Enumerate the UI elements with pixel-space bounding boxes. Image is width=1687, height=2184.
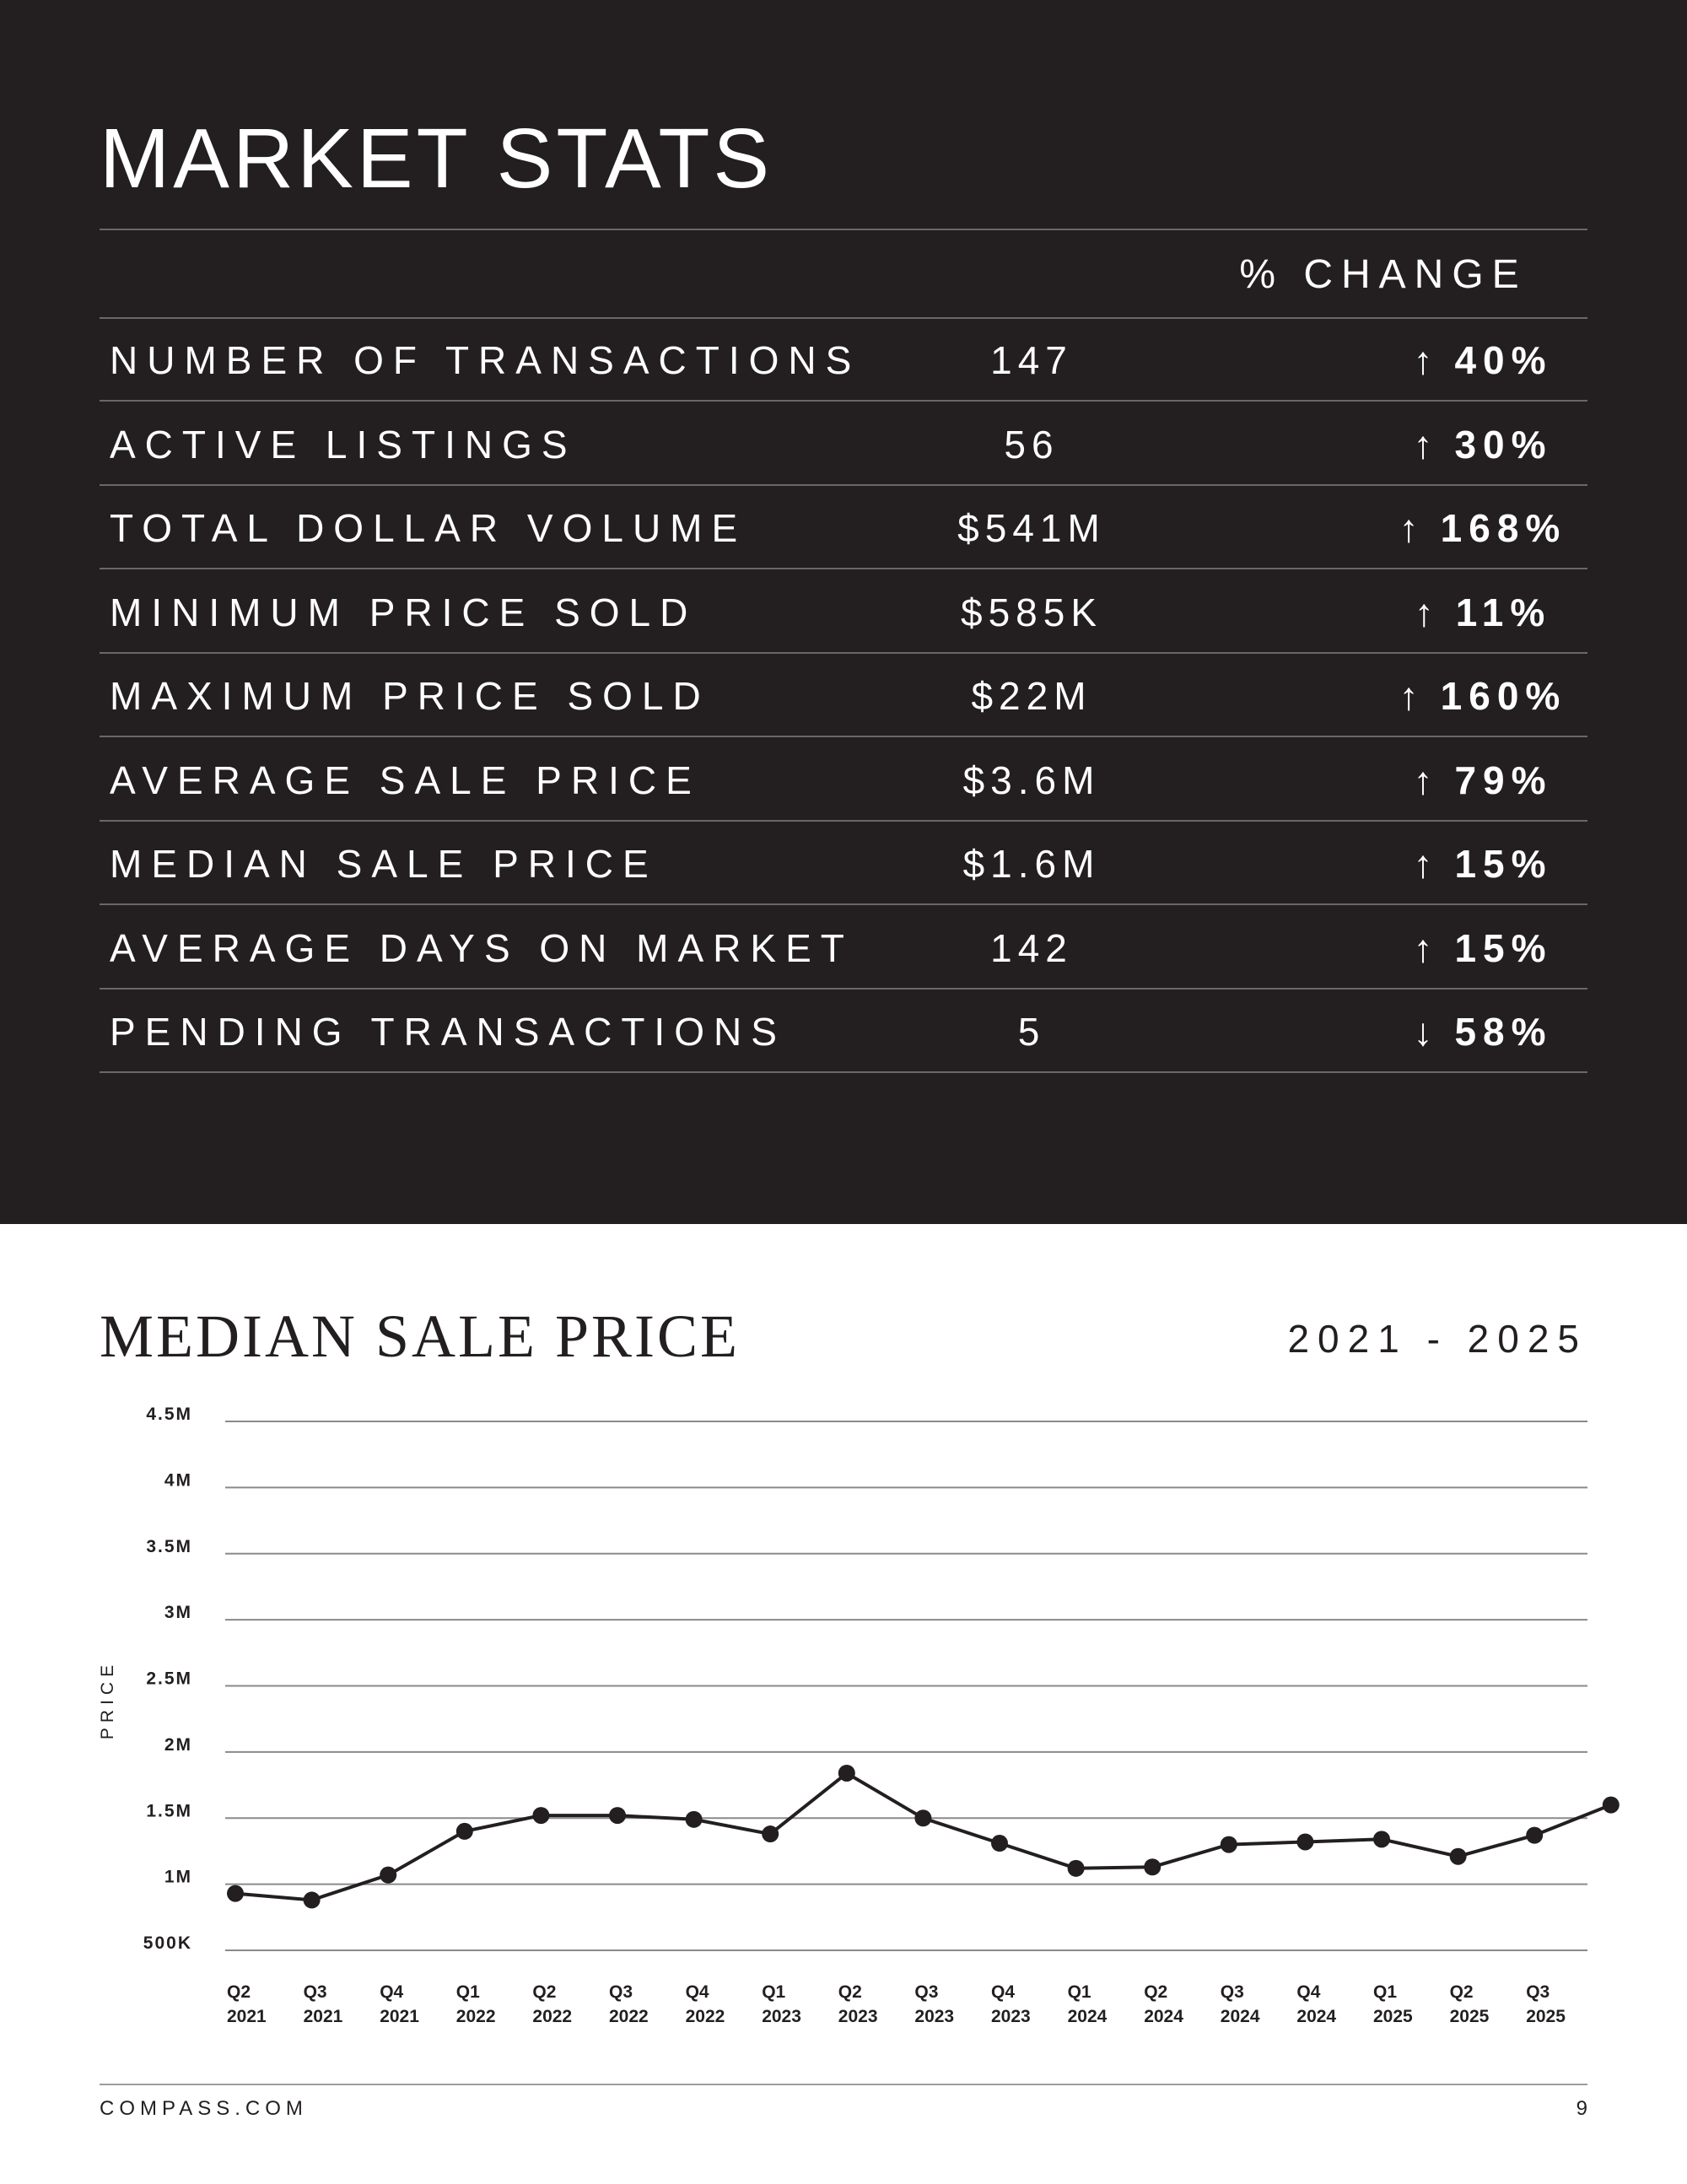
data-point [1373, 1831, 1390, 1847]
data-point [609, 1807, 626, 1824]
arrow-up-icon: ↑ [1413, 925, 1440, 970]
data-point [1068, 1860, 1085, 1877]
x-tick-quarter: Q2 [227, 1982, 251, 2002]
x-tick-year: 2022 [609, 2007, 649, 2026]
y-tick-label: 4M [164, 1470, 192, 1491]
data-point [1144, 1858, 1161, 1875]
x-tick-quarter: Q1 [1067, 1982, 1091, 2002]
change-percent: 40% [1454, 338, 1553, 382]
stat-change [1280, 319, 1685, 402]
stat-value: $1.6M [962, 842, 1101, 886]
x-tick-quarter: Q3 [914, 1982, 939, 2002]
stat-value: 56 [1004, 422, 1059, 466]
stat-row [100, 571, 1587, 654]
change-percent: 30% [1454, 422, 1553, 466]
percent-change-header: % CHANGE [1239, 252, 1528, 297]
data-point [1603, 1797, 1620, 1814]
x-tick-quarter: Q3 [303, 1982, 327, 2002]
x-tick-year: 2023 [838, 2007, 878, 2026]
data-point [914, 1809, 931, 1826]
data-point [991, 1835, 1008, 1852]
x-tick-quarter: Q4 [1296, 1982, 1321, 2002]
x-tick-quarter: Q2 [838, 1982, 862, 2002]
stat-row [100, 403, 1587, 486]
data-point [532, 1807, 549, 1824]
stat-row [100, 907, 1587, 990]
data-point [1296, 1833, 1313, 1850]
x-tick-year: 2025 [1526, 2007, 1566, 2026]
arrow-up-icon: ↑ [1399, 674, 1426, 718]
stat-label: MEDIAN SALE PRICE [110, 842, 658, 886]
y-tick-label: 3.5M [146, 1536, 192, 1556]
stat-change [1280, 907, 1685, 990]
x-tick-quarter: Q2 [1144, 1982, 1168, 2002]
arrow-down-icon: ↓ [1413, 1010, 1440, 1054]
x-tick-year: 2021 [227, 2007, 267, 2026]
data-point [380, 1867, 396, 1884]
stat-value: $585K [960, 590, 1102, 634]
stat-label: AVERAGE SALE PRICE [110, 758, 701, 802]
stat-label: PENDING TRANSACTIONS [110, 1010, 786, 1054]
change-percent: 160% [1440, 674, 1567, 718]
data-point [762, 1825, 779, 1842]
row-divider [100, 736, 1587, 737]
chart-title: MEDIAN SALE PRICE [100, 1302, 741, 1370]
stat-label: NUMBER OF TRANSACTIONS [110, 338, 861, 382]
x-tick-year: 2024 [1067, 2007, 1108, 2026]
stat-label: TOTAL DOLLAR VOLUME [110, 506, 747, 550]
stat-value: $3.6M [962, 758, 1101, 802]
stat-change [1280, 990, 1685, 1073]
change-percent: 79% [1454, 758, 1553, 802]
x-tick-quarter: Q4 [991, 1982, 1016, 2002]
stat-label: MINIMUM PRICE SOLD [110, 590, 698, 634]
row-divider [100, 400, 1587, 402]
page-number: 9 [1576, 2097, 1587, 2120]
x-tick-quarter: Q3 [609, 1982, 633, 2002]
x-tick-quarter: Q4 [685, 1982, 709, 2002]
data-point [227, 1885, 244, 1902]
x-tick-quarter: Q1 [455, 1982, 480, 2002]
x-tick-year: 2022 [685, 2007, 725, 2026]
market-stats-title: MARKET STATS [100, 111, 773, 206]
data-point [686, 1811, 703, 1828]
stat-value: 142 [990, 925, 1073, 970]
x-tick-quarter: Q2 [1449, 1982, 1474, 2002]
data-point [1526, 1827, 1543, 1844]
median-sale-price-chart [0, 1383, 1687, 2041]
change-percent: 15% [1454, 842, 1553, 886]
data-point [1450, 1848, 1467, 1865]
arrow-up-icon: ↑ [1399, 506, 1426, 550]
row-divider [100, 903, 1587, 905]
stat-change [1280, 487, 1685, 569]
stat-value: 5 [1017, 1010, 1046, 1054]
x-tick-year: 2022 [455, 2007, 496, 2026]
arrow-up-icon: ↑ [1413, 338, 1440, 382]
stat-change [1280, 822, 1685, 905]
x-tick-year: 2025 [1373, 2007, 1413, 2026]
stat-value: $541M [957, 506, 1106, 550]
row-divider [100, 484, 1587, 486]
title-divider [100, 229, 1587, 230]
row-divider [100, 568, 1587, 569]
change-percent: 15% [1454, 925, 1553, 970]
x-tick-quarter: Q1 [1373, 1982, 1398, 2002]
arrow-up-icon: ↑ [1413, 422, 1440, 466]
data-point [1221, 1836, 1237, 1853]
x-tick-quarter: Q2 [532, 1982, 557, 2002]
row-divider [100, 820, 1587, 822]
stat-label: ACTIVE LISTINGS [110, 422, 577, 466]
x-tick-quarter: Q1 [762, 1982, 786, 2002]
footer-divider [100, 2084, 1587, 2085]
y-tick-label: 500K [143, 1933, 192, 1953]
y-tick-label: 4.5M [146, 1405, 192, 1424]
stat-label: MAXIMUM PRICE SOLD [110, 674, 710, 718]
stat-change [1280, 739, 1685, 822]
x-tick-year: 2024 [1296, 2007, 1337, 2026]
y-tick-label: 1.5M [146, 1801, 192, 1821]
data-point [838, 1765, 855, 1782]
stat-row [100, 990, 1587, 1073]
stat-row [100, 319, 1587, 402]
change-percent: 168% [1440, 506, 1567, 550]
y-tick-label: 1M [164, 1867, 192, 1887]
footer-site[interactable]: COMPASS.COM [100, 2097, 308, 2120]
x-tick-year: 2025 [1449, 2007, 1490, 2026]
stat-row [100, 822, 1587, 905]
x-tick-year: 2023 [991, 2007, 1031, 2026]
price-line [235, 1773, 1611, 1900]
stat-value: $22M [971, 674, 1092, 718]
row-divider [100, 988, 1587, 990]
arrow-up-icon: ↑ [1414, 590, 1441, 634]
stat-row [100, 739, 1587, 822]
x-tick-year: 2021 [380, 2007, 419, 2026]
x-tick-quarter: Q4 [380, 1982, 404, 2002]
x-tick-quarter: Q3 [1526, 1982, 1550, 2002]
data-point [456, 1823, 473, 1840]
stat-change [1280, 655, 1685, 737]
stat-row [100, 655, 1587, 737]
stat-value: 147 [990, 338, 1073, 382]
arrow-up-icon: ↑ [1413, 758, 1440, 802]
stat-change [1280, 571, 1685, 654]
x-tick-year: 2023 [762, 2007, 801, 2026]
change-percent: 11% [1455, 590, 1552, 634]
x-tick-year: 2022 [532, 2007, 573, 2026]
row-divider [100, 652, 1587, 654]
x-tick-year: 2024 [1220, 2007, 1260, 2026]
y-tick-label: 2.5M [146, 1669, 192, 1689]
stat-row [100, 487, 1587, 569]
y-tick-label: 2M [164, 1734, 192, 1755]
y-axis-label: PRICE [98, 1659, 117, 1740]
y-tick-label: 3M [164, 1603, 192, 1623]
x-tick-year: 2024 [1144, 2007, 1183, 2026]
change-percent: 58% [1454, 1010, 1553, 1054]
x-tick-year: 2023 [914, 2007, 955, 2026]
x-tick-year: 2021 [303, 2007, 343, 2026]
row-divider [100, 1071, 1587, 1073]
stat-change [1280, 403, 1685, 486]
chart-date-range: 2021 - 2025 [1287, 1317, 1587, 1361]
data-point [304, 1891, 321, 1908]
x-tick-quarter: Q3 [1220, 1982, 1244, 2002]
stat-label: AVERAGE DAYS ON MARKET [110, 925, 854, 970]
arrow-up-icon: ↑ [1413, 842, 1440, 886]
